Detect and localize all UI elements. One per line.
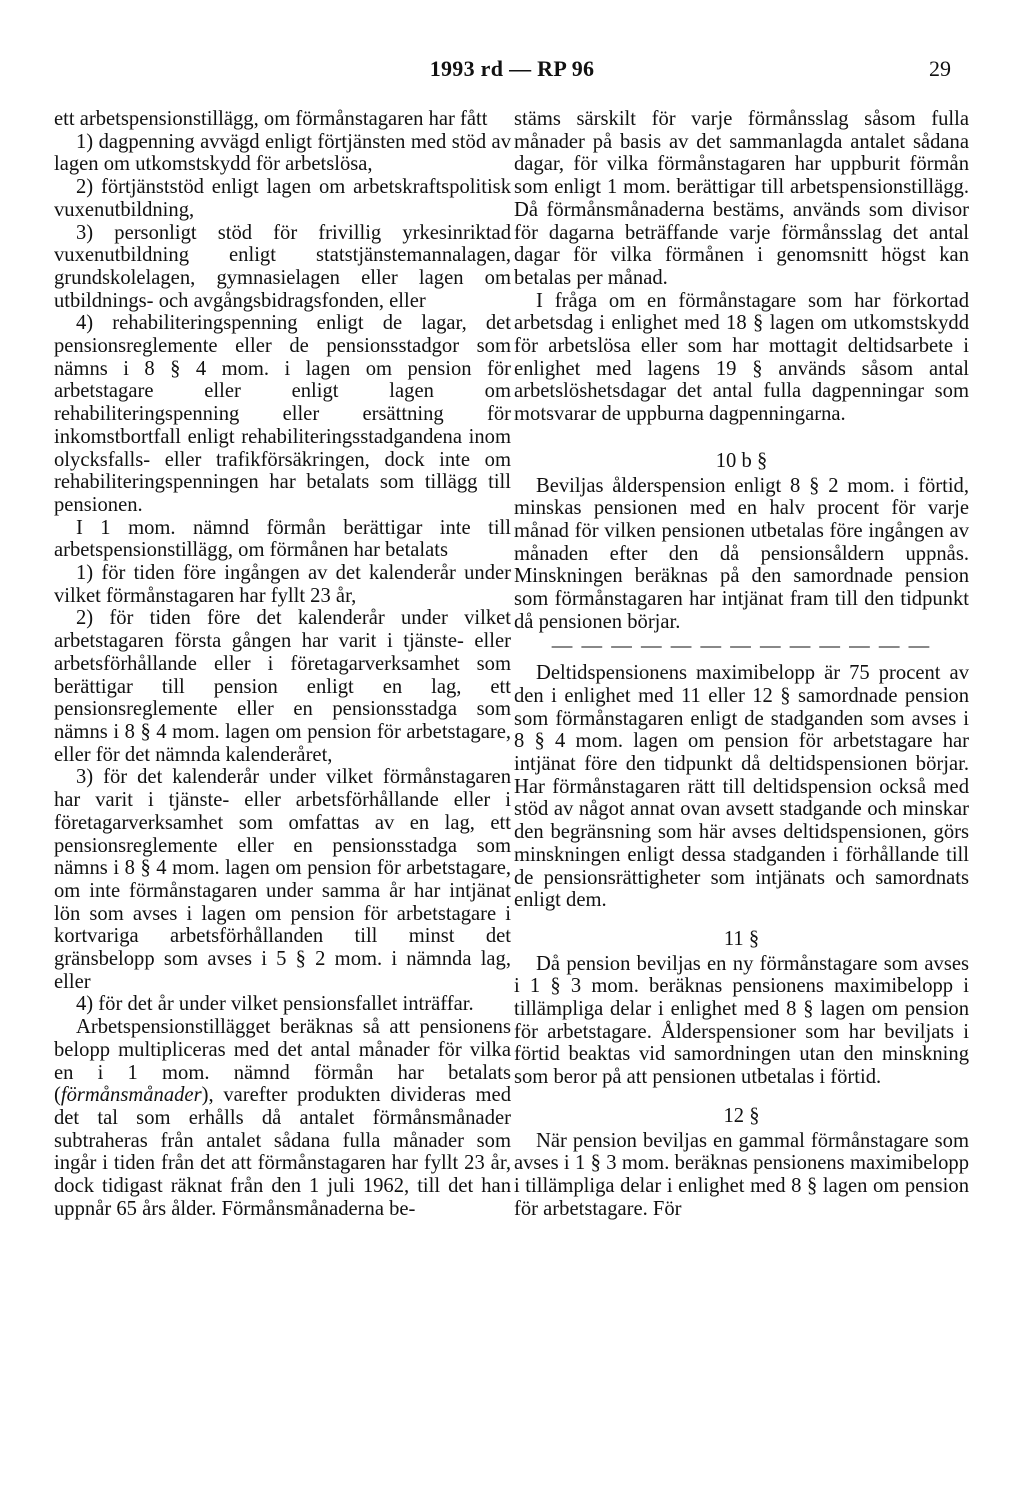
page-number: 29: [929, 56, 951, 81]
paragraph: I 1 mom. nämnd förmån berättigar inte till arbetspensionstillägg, om förmånen har betalats: [54, 516, 511, 562]
list-item: 1) för tiden före ingången av det kalenderår under vilket förmånstagaren har fyllt 23 år,: [54, 562, 511, 607]
paragraph: Deltidspensionens maximibelopp är 75 procent av den i enlighet med 11 eller 12 § samordnade pension som förmånstagaren enligt de stadganden som avses i 8 § 4 mom. lagen om pension för arbetstagare har intjänat före den tidpunkt då deltidspensionen börjar. Har förmånstagaren rätt till deltidspension också med stöd av något annat ovan avsett stadgande och minskar den begränsning som här avses deltidspensionen, görs minskningen enligt dessa stadganden i förhållande till de pensionsrättigheter som intjänats och samordnats enligt dem.: [514, 662, 969, 912]
page-header: [0, 56, 1024, 86]
paragraph: ett arbetspensionstillägg, om förmånstagaren har fått: [54, 108, 488, 130]
list-item: 3) för det kalenderår under vilket förmånstagaren har varit i tjänste- eller arbetsförhållande eller i företagarverksamhet som omfattas av en lag, ett pensionsreglemente eller en pensionsstadga som nämns i 8 § 4 mom. lagen om pension för arbetstagare, om inte förmånstagaren under samma år har intjänat lön som avses i lagen om pension för arbetstagare i kortvariga arbetsförhållanden till minst det gränsbelopp som avses i 5 § 2 mom. i nämnda lag, eller: [54, 766, 511, 993]
paragraph: stäms särskilt för varje förmånsslag såsom fulla månader på basis av det sammanlagda antalet sådana dagar, för vilka förmånstagaren har uppburit förmån som enligt 1 mom. berättigar till arbetspensionstillägg. Då förmånsmånaderna bestäms, används som divisor för dagarna beträffande varje förmånsslag det antal dagar för vilka förmånen i genomsnitt högst kan betalas per månad.: [514, 108, 969, 289]
section-heading: 12 §: [723, 1104, 760, 1127]
document-reference: 1993 rd — RP 96: [429, 56, 595, 81]
omission-marker: — — — — — — — — — — — — —: [551, 635, 932, 658]
paragraph-text: Arbetspensionstillägget beräknas så att pensionens belopp multipliceras med det antal månader för vilka en i 1 mom. nämnd förmån har betalats (: [54, 1016, 511, 1107]
list-item: 2) för tiden före det kalenderår under vilket arbetstagaren första gången har varit i tjänste- eller arbetsförhållande eller i företagarverksamhet som berättigar till pension enligt en lag, ett pensionsreglemente eller en pensionsstadga som nämns i 8 § 4 mom. lagen om pension för arbetstagare, eller för det nämnda kalenderåret,: [54, 607, 511, 766]
list-item: 1) dagpenning avvägd enligt förtjänsten med stöd av lagen om utkomstskydd för arbetslösa,: [54, 130, 511, 176]
paragraph: Då pension beviljas en ny förmånstagare som avses i 1 § 3 mom. beräknas pensionens maximibelopp i tillämpliga delar i enlighet med 8 § lagen om pension för arbetstagare. Ålderspensioner som har beviljats i förtid beaktas vid samordningen utan den minskning som beror på att pensionen utbetalas i förtid.: [514, 952, 969, 1089]
paragraph-text: ), varefter produkten divideras med det tal som erhålls då antalet förmånsmånader subtraheras från antalet sådana fulla månader som ingår i tiden från det att förmånstagaren har fyllt 23 år, dock tidigast räknat från den 1 juli 1962, till det han uppnår 65 års ålder. Förmånsmånaderna be-: [54, 1084, 511, 1220]
left-column: [54, 108, 511, 1220]
paragraph: I fråga om en förmånstagare som har förkortad arbetsdag i enlighet med 18 § lagen om utkomstskydd för arbetslösa eller som har mottagit deltidsarbete i enlighet med lagens 19 § används såsom antal arbetslöshetsdagar det antal fulla dagpenningar som motsvarar de uppburna dagpenningarna.: [514, 289, 969, 426]
paragraph: Beviljas ålderspension enligt 8 § 2 mom. i förtid, minskas pensionen med en halv procent för varje månad för vilken pensionen utbetalas före ingången av månaden efter den då pensionsåldern uppnås. Minskningen beräknas på den samordnade pension som förmånstagaren har intjänat fram till den tidpunkt då pensionen börjar.: [514, 474, 969, 633]
list-item: 3) personligt stöd för frivillig yrkesinriktad vuxenutbildning enligt statstjänstemannalagen, grundskolelagen, gymnasielagen eller lagen om utbildnings- och avgångsbidragsfonden, eller: [54, 221, 511, 312]
right-column: [514, 108, 969, 1220]
section-heading: 10 b §: [715, 449, 768, 472]
defined-term: förmånsmånader: [60, 1084, 202, 1107]
list-item: 2) förtjänststöd enligt lagen om arbetskraftspolitisk vuxenutbildning,: [54, 176, 511, 221]
paragraph: När pension beviljas en gammal förmånstagare som avses i 1 § 3 mom. beräknas pensionens maximibelopp i tillämpliga delar i enlighet med 8 § lagen om pension för arbetstagare. För: [514, 1129, 969, 1220]
list-item: 4) rehabiliteringspenning enligt de lagar, det pensionsreglemente eller de pensionsstadgor som nämns i 8 § 4 mom. i lagen om pension för arbetstagare eller enligt lagen om rehabiliteringspenning eller ersättning för inkomstbortfall enligt rehabiliteringsstadgandena inom olycksfalls- eller trafikförsäkringen, dock inte om rehabiliteringspenningen har betalats som tillägg till pensionen.: [54, 312, 511, 516]
section-heading: 11 §: [723, 927, 760, 950]
list-item: 4) för det år under vilket pensionsfallet inträffar.: [76, 993, 474, 1016]
paragraph: [54, 1016, 511, 1220]
